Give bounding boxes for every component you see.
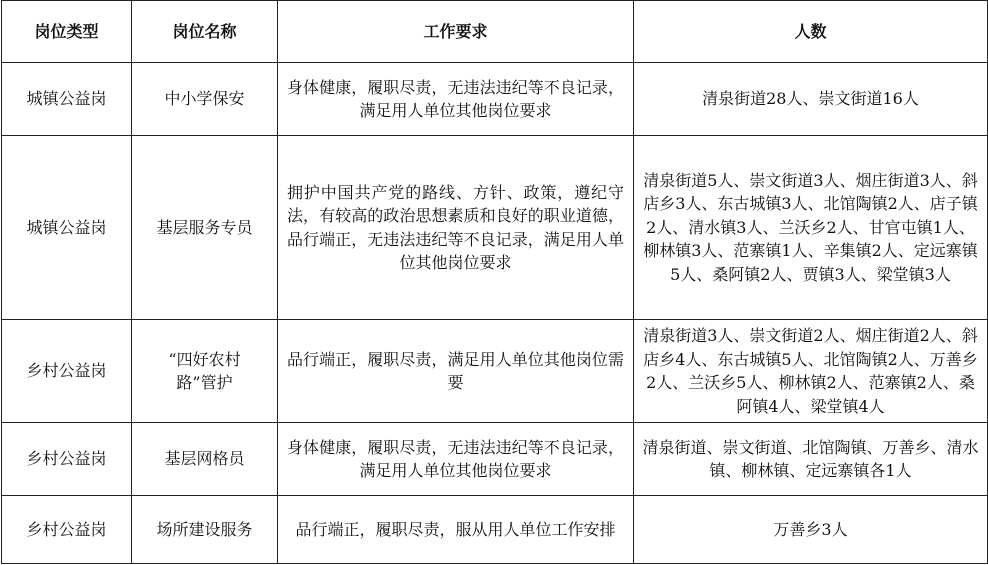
positions-table bbox=[1, 0, 988, 564]
cell-job-requirements: 身体健康，履职尽责，无违法违纪等不良记录，满足用人单位其他岗位要求 bbox=[278, 423, 634, 496]
cell-position-type: 乡村公益岗 bbox=[2, 320, 132, 423]
cell-headcount: 清泉街道28人、崇文街道16人 bbox=[634, 63, 988, 136]
table-row bbox=[2, 496, 988, 564]
cell-position-name: 基层网格员 bbox=[132, 423, 278, 496]
header-job-requirements: 工作要求 bbox=[278, 1, 634, 63]
cell-headcount: 清泉街道3人、崇文街道2人、烟庄街道2人、斜店乡4人、东古城镇5人、北馆陶镇2人、万善乡2人、兰沃乡5人、柳林镇2人、范寨镇2人、桑阿镇4人、梁堂镇4人 bbox=[634, 320, 988, 423]
cell-position-type: 城镇公益岗 bbox=[2, 63, 132, 136]
cell-position-type: 乡村公益岗 bbox=[2, 496, 132, 564]
position-name-text: “四好农村路”管护 bbox=[168, 349, 241, 392]
header-headcount: 人数 bbox=[634, 1, 988, 63]
table-row bbox=[2, 136, 988, 320]
cell-position-name: 场所建设服务 bbox=[132, 496, 278, 564]
cell-job-requirements: 身体健康，履职尽责，无违法违纪等不良记录，满足用人单位其他岗位要求 bbox=[278, 63, 634, 136]
cell-position-name bbox=[132, 320, 278, 423]
header-position-name: 岗位名称 bbox=[132, 1, 278, 63]
header-position-type: 岗位类型 bbox=[2, 1, 132, 63]
table-row bbox=[2, 63, 988, 136]
cell-headcount: 万善乡3人 bbox=[634, 496, 988, 564]
table-row bbox=[2, 423, 988, 496]
cell-position-type: 城镇公益岗 bbox=[2, 136, 132, 320]
header-row bbox=[2, 1, 988, 63]
cell-job-requirements: 品行端正，履职尽责，服从用人单位工作安排 bbox=[278, 496, 634, 564]
cell-headcount: 清泉街道、崇文街道、北馆陶镇、万善乡、清水镇、柳林镇、定远寨镇各1人 bbox=[634, 423, 988, 496]
cell-position-name: 中小学保安 bbox=[132, 63, 278, 136]
cell-headcount: 清泉街道5人、崇文街道3人、烟庄街道3人、斜店乡3人、东古城镇3人、北馆陶镇2人、店子镇2人、清水镇3人、兰沃乡2人、甘官屯镇1人、柳林镇3人、范寨镇1人、辛集镇2人、定远寨镇5人、桑阿镇2人、贾镇3人、梁堂镇3人 bbox=[634, 136, 988, 320]
cell-job-requirements: 品行端正，履职尽责，满足用人单位其他岗位需要 bbox=[278, 320, 634, 423]
table-row bbox=[2, 320, 988, 423]
cell-job-requirements: 拥护中国共产党的路线、方针、政策，遵纪守法，有较高的政治思想素质和良好的职业道德，品行端正，无违法违纪等不良记录，满足用人单位其他岗位要求 bbox=[278, 136, 634, 320]
cell-position-type: 乡村公益岗 bbox=[2, 423, 132, 496]
cell-position-name: 基层服务专员 bbox=[132, 136, 278, 320]
